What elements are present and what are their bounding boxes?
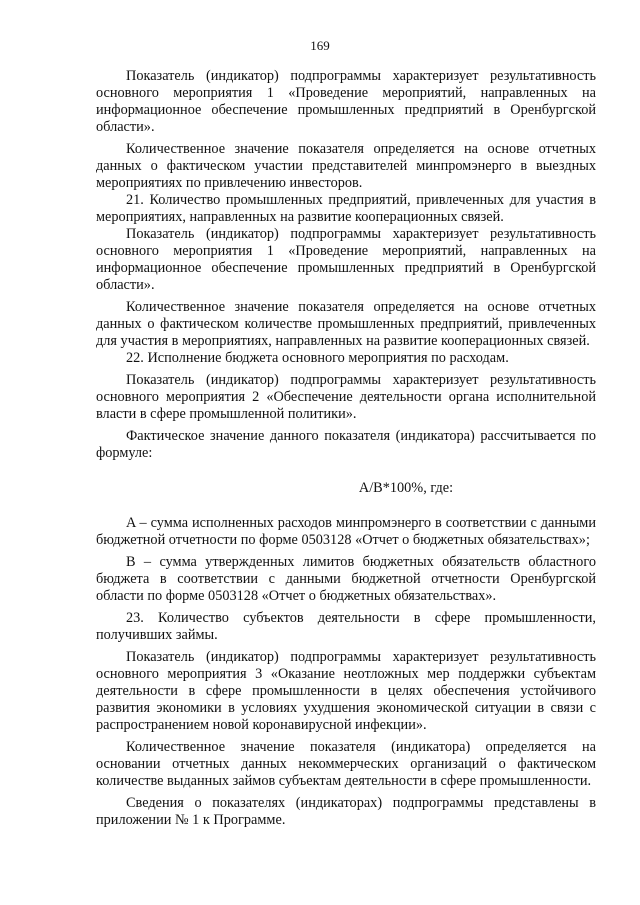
paragraph: Фактическое значение данного показателя (индикатора) рассчитывается по формуле: [96, 428, 596, 461]
paragraph: Показатель (индикатор) подпрограммы характеризует результативность основного мероприятия 3 «Оказание неотложных мер поддержки субъектам деятельности в сфере промышленности в целях обеспечения устойчивого развития экономики в условиях ухудшения экономической ситуации в связи с распространением новой коронавирусной инфекции». [96, 649, 596, 733]
paragraph: Количественное значение показателя (индикатора) определяется на основании отчетных данных некоммерческих организаций о фактическом количестве выданных займов субъектам деятельности в сфере промышленности. [96, 739, 596, 789]
paragraph: Количественное значение показателя определяется на основе отчетных данных о фактическом количестве промышленных предприятий, привлеченных для участия в мероприятиях, направленных на развитие кооперационных связей. [96, 299, 596, 349]
document-body [96, 68, 596, 829]
paragraph: Количественное значение показателя определяется на основе отчетных данных о фактическом участии представителей минпромэнерго в выездных мероприятиях по привлечению инвесторов. [96, 141, 596, 191]
section-heading: 22. Исполнение бюджета основного мероприятия по расходам. [126, 350, 509, 366]
section-heading: 23. Количество субъектов деятельности в сфере промышленности, получивших займы. [96, 610, 596, 643]
page-number: 169 [310, 38, 330, 53]
paragraph: Показатель (индикатор) подпрограммы характеризует результативность основного мероприятия 1 «Проведение мероприятий, направленных на информационное обеспечение промышленных предприятий в Оренбургской области». [96, 226, 596, 293]
paragraph: Показатель (индикатор) подпрограммы характеризует результативность основного мероприятия 1 «Проведение мероприятий, направленных на информационное обеспечение промышленных предприятий в Оренбургской области». [96, 68, 596, 135]
paragraph: Показатель (индикатор) подпрограммы характеризует результативность основного мероприятия 2 «Обеспечение деятельности органа исполнительной власти в сфере промышленной политики». [96, 372, 596, 422]
formula-definition: A – сумма исполненных расходов минпромэнерго в соответствии с данными бюджетной отчетности по форме 0503128 «Отчет о бюджетных обязательствах»; [96, 515, 596, 548]
formula-definition: B – сумма утвержденных лимитов бюджетных обязательств областного бюджета в соответствии с данными бюджетной отчетности Оренбургской области по форме 0503128 «Отчет о бюджетных обязательствах». [96, 554, 596, 604]
section-heading: 21. Количество промышленных предприятий, привлеченных для участия в мероприятиях, направленных на развитие кооперационных связей. [96, 192, 596, 225]
formula: A/B*100%, где: [358, 480, 454, 496]
paragraph: Сведения о показателях (индикаторах) подпрограммы представлены в приложении № 1 к Программе. [96, 795, 596, 828]
